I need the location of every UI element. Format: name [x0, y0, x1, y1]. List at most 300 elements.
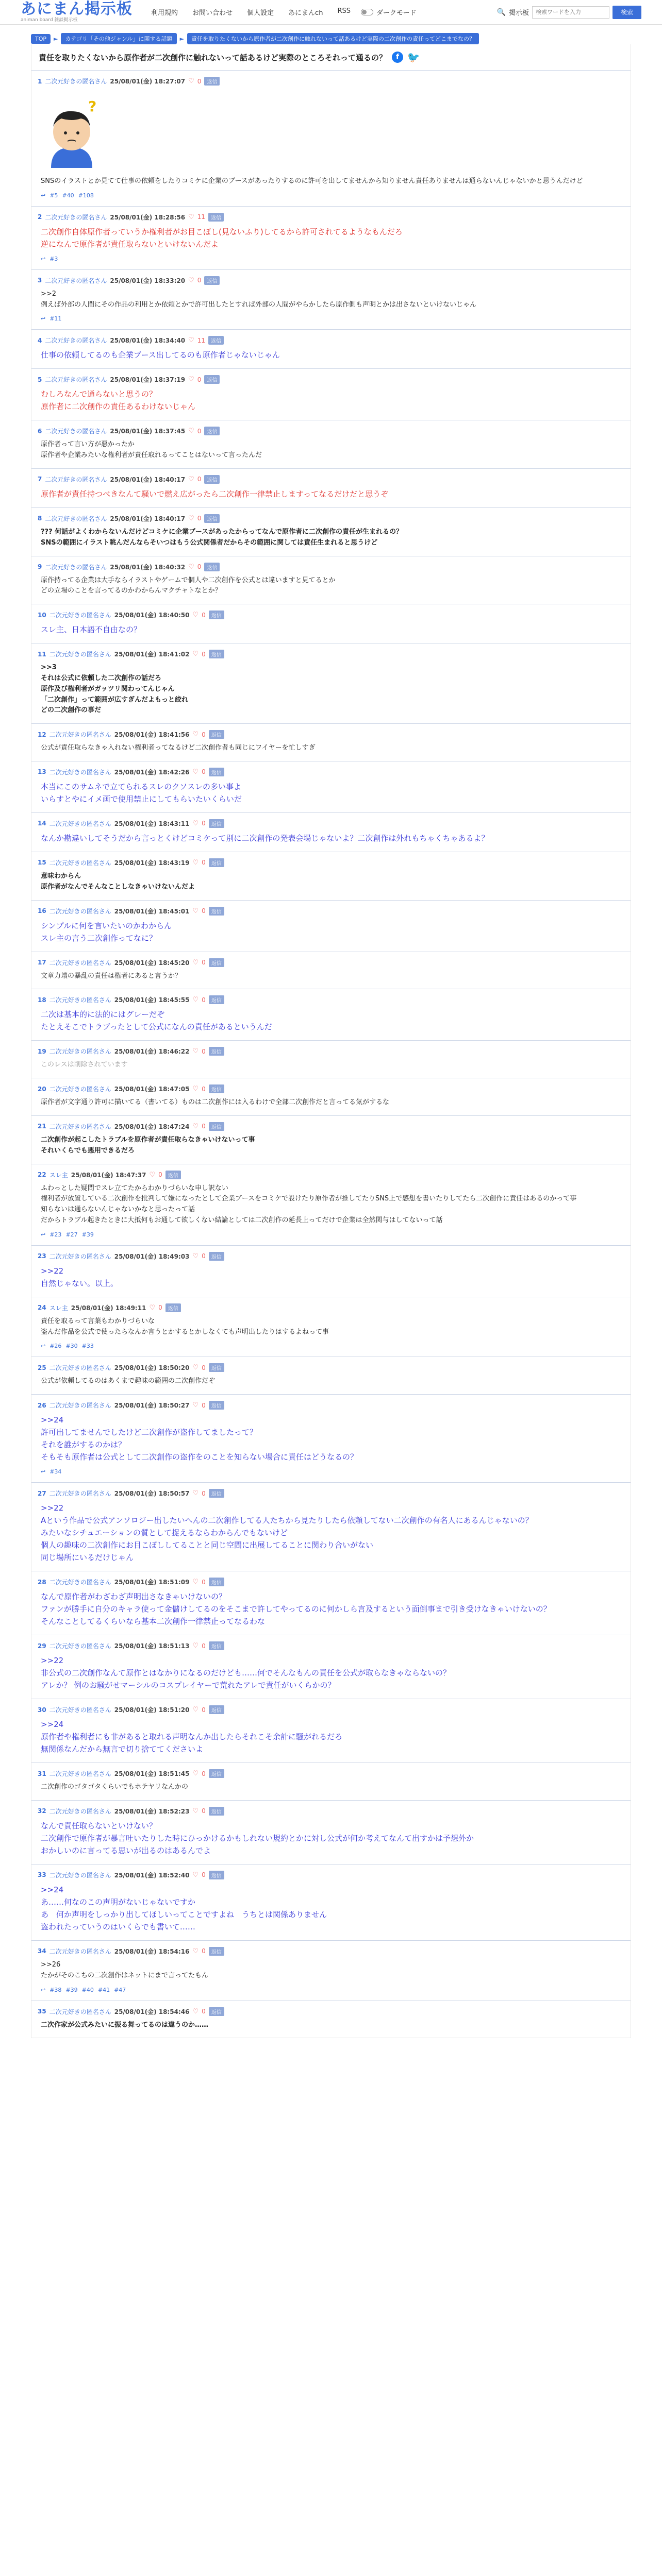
- post-number[interactable]: 13: [38, 768, 46, 776]
- post-number[interactable]: 27: [38, 1489, 46, 1497]
- post-number[interactable]: 24: [38, 1304, 46, 1312]
- reply-button[interactable]: 返信: [204, 475, 220, 484]
- post: [31, 1800, 631, 1864]
- poster-name: 二次元好きの匿名さん: [45, 213, 107, 221]
- like-count: 0: [202, 996, 206, 1004]
- post-body: 原作者って言い方が悪かったか 原作者や企業みたいな権利者が責任取れるってことはないって言ったんだ: [41, 440, 262, 460]
- post-date: 25/08/01(金) 18:28:56: [110, 213, 186, 221]
- like-count: 0: [202, 1252, 206, 1260]
- post-number[interactable]: 15: [38, 859, 46, 867]
- reply-link[interactable]: #5: [49, 192, 58, 199]
- post-number[interactable]: 23: [38, 1252, 46, 1260]
- reply-button[interactable]: 返信: [209, 1705, 224, 1714]
- like-count: 0: [197, 515, 202, 522]
- post: [31, 468, 631, 507]
- poster-name: 二次元好きの匿名さん: [45, 515, 107, 522]
- reply-button[interactable]: 返信: [209, 907, 224, 916]
- reply-button[interactable]: 返信: [209, 1489, 224, 1498]
- post-meta: [38, 816, 624, 832]
- post: [31, 1394, 631, 1482]
- heart-icon[interactable]: ♡: [192, 958, 199, 967]
- reply-button[interactable]: 返信: [209, 1252, 224, 1261]
- like-count: 0: [202, 959, 206, 967]
- post-meta: [38, 1119, 624, 1135]
- poster-name: 二次元好きの匿名さん: [49, 1947, 111, 1955]
- site-header: [0, 0, 662, 25]
- reply-icon: ↩: [41, 315, 46, 323]
- post: [31, 206, 631, 269]
- reply-icon: ↩: [41, 255, 46, 262]
- post-meta: [38, 423, 624, 439]
- heart-icon[interactable]: ♡: [192, 819, 199, 827]
- post-date: 25/08/01(金) 18:49:03: [114, 1252, 190, 1260]
- post: [31, 1245, 631, 1297]
- reply-button[interactable]: 返信: [166, 1303, 181, 1312]
- nav-settings[interactable]: 個人設定: [247, 9, 274, 17]
- post-meta: [38, 1766, 624, 1782]
- post-number[interactable]: 9: [38, 563, 42, 571]
- heart-icon[interactable]: ♡: [192, 1706, 199, 1714]
- post-date: 25/08/01(金) 18:54:46: [114, 2008, 190, 2015]
- reply-link[interactable]: #30: [65, 1343, 78, 1350]
- heart-icon[interactable]: ♡: [192, 1047, 199, 1056]
- post-number[interactable]: 14: [38, 820, 46, 827]
- post-meta: [38, 1167, 624, 1183]
- nav-terms[interactable]: 利用規約: [151, 9, 178, 17]
- heart-icon[interactable]: ♡: [192, 1364, 199, 1372]
- post-body: 文章力壊の暴乱の責任は権者にあると言うか？: [41, 972, 182, 980]
- post-body: 原作者が責任持つべきなんて騒いで燃え広がったら二次創作一律禁止しますってなるだけだと思うぞ: [41, 489, 389, 499]
- post: [31, 556, 631, 604]
- post-number[interactable]: 26: [38, 1401, 46, 1409]
- post-date: 25/08/01(金) 18:51:20: [114, 1706, 190, 1714]
- like-count: 0: [202, 1770, 206, 1777]
- reply-button[interactable]: 返信: [208, 336, 224, 345]
- heart-icon[interactable]: ♡: [192, 907, 199, 915]
- post-body: >>3 それは公式に依頼した二次創作の話だろ 原作及び権利者がガッツリ関わってんじゃん 「二次創作」って範囲が広すぎんだよもっと絞れ どの二次創作の事だ: [41, 664, 189, 715]
- post-meta: [38, 727, 624, 743]
- like-count: 0: [202, 1123, 206, 1130]
- like-count: 11: [197, 213, 206, 221]
- post: [31, 952, 631, 989]
- post: [31, 1571, 631, 1635]
- post: [31, 1297, 631, 1357]
- heart-icon[interactable]: ♡: [192, 1401, 199, 1410]
- heart-icon[interactable]: ♡: [188, 213, 194, 221]
- post-list: [31, 70, 631, 2038]
- post: [31, 900, 631, 952]
- poster-name: 二次元好きの匿名さん: [49, 2008, 111, 2015]
- search-icon: 🔍: [496, 8, 506, 16]
- nav-rss[interactable]: RSS: [337, 7, 351, 15]
- post-date: 25/08/01(金) 18:52:23: [114, 1807, 190, 1815]
- reply-button[interactable]: 返信: [209, 730, 224, 739]
- chevron-right-icon: ►: [54, 35, 58, 42]
- reply-link[interactable]: #47: [114, 1986, 126, 1993]
- reply-links: [38, 1987, 624, 1993]
- post-date: 25/08/01(金) 18:51:09: [114, 1579, 190, 1586]
- dark-mode-toggle[interactable]: [361, 7, 416, 17]
- like-count: 0: [202, 2008, 206, 2015]
- like-count: 0: [202, 820, 206, 827]
- like-count: 0: [197, 476, 202, 483]
- poster-name: 二次元好きの匿名さん: [45, 376, 107, 384]
- post-meta: [38, 273, 624, 289]
- post-date: 25/08/01(金) 18:54:16: [114, 1947, 190, 1955]
- poster-name: 二次元好きの匿名さん: [49, 1579, 111, 1586]
- share-buttons: [392, 52, 420, 63]
- post-number[interactable]: 35: [38, 2008, 46, 2015]
- post-body: ふわっとした疑問でスレ立てたからわかりづらいな申し訳ない 権利者が放置している二次創作を批判して嫌になったとして企業ブースをコミケで設けたり原作者が推してたりSNS上で感想を書いたりしてたら二次創作に責任はあるのかって事 知らないは通らないんじゃないかなと思ったって話 だからトラブル起きたときに大抵何もお通して欲しくない結論としては二次創作の延長上ってだけで企業は全然関与はしてないって話: [41, 1184, 577, 1224]
- post-meta: [38, 1044, 624, 1060]
- heart-icon[interactable]: ♡: [192, 1085, 199, 1093]
- post-meta: [38, 765, 624, 781]
- logo-subtitle: animan board 雑談掲示板: [21, 18, 78, 23]
- poster-name: スレ主: [49, 1304, 68, 1312]
- facebook-icon[interactable]: f: [392, 52, 403, 63]
- post-number[interactable]: 25: [38, 1364, 46, 1371]
- post-meta: [38, 1081, 624, 1097]
- reply-links: [38, 1343, 624, 1349]
- post-date: 25/08/01(金) 18:34:40: [110, 337, 186, 345]
- like-count: 0: [202, 1578, 206, 1586]
- post-date: 25/08/01(金) 18:40:50: [114, 612, 190, 619]
- poster-name: 二次元好きの匿名さん: [45, 337, 107, 345]
- twitter-icon[interactable]: 🐦: [407, 51, 420, 63]
- reply-link[interactable]: #26: [49, 1343, 62, 1350]
- reply-link[interactable]: #41: [97, 1986, 110, 1993]
- reply-link[interactable]: #40: [81, 1986, 94, 1993]
- reply-links: [38, 1468, 624, 1475]
- like-count: 0: [202, 731, 206, 738]
- reply-link[interactable]: #40: [62, 192, 74, 199]
- post-date: 25/08/01(金) 18:40:17: [110, 476, 186, 483]
- post-meta: [38, 1360, 624, 1376]
- post: [31, 812, 631, 852]
- post-number[interactable]: 20: [38, 1085, 46, 1093]
- heart-icon[interactable]: ♡: [192, 1122, 199, 1130]
- heart-icon[interactable]: ♡: [192, 858, 199, 867]
- heart-icon[interactable]: ♡: [192, 1807, 199, 1815]
- poster-name: 二次元好きの匿名さん: [49, 1048, 111, 1056]
- reply-button[interactable]: 返信: [204, 514, 220, 523]
- like-count: 0: [202, 1947, 206, 1955]
- poster-name: 二次元好きの匿名さん: [49, 1706, 111, 1714]
- post-number[interactable]: 32: [38, 1807, 46, 1815]
- heart-icon[interactable]: ♡: [149, 1303, 156, 1312]
- heart-icon[interactable]: ♡: [192, 1947, 199, 1955]
- reply-link[interactable]: #39: [81, 1231, 94, 1238]
- reply-button[interactable]: 返信: [208, 213, 224, 222]
- poster-name: 二次元好きの匿名さん: [49, 612, 111, 619]
- poster-name: 二次元好きの匿名さん: [49, 1642, 111, 1650]
- like-count: 0: [202, 1489, 206, 1497]
- post-date: 25/08/01(金) 18:51:13: [114, 1642, 190, 1650]
- reply-icon: ↩: [41, 1231, 46, 1238]
- reply-button[interactable]: 返信: [204, 563, 220, 571]
- heart-icon[interactable]: ♡: [192, 1642, 199, 1650]
- reply-link[interactable]: #27: [65, 1231, 78, 1238]
- poster-name: 二次元好きの匿名さん: [49, 1364, 111, 1372]
- post: [31, 2001, 631, 2038]
- reply-link[interactable]: #38: [49, 1986, 62, 1993]
- heart-icon[interactable]: ♡: [192, 1871, 199, 1879]
- post-meta: [38, 1398, 624, 1414]
- reply-links: [38, 1231, 624, 1238]
- breadcrumb-top[interactable]: TOP: [31, 34, 51, 44]
- like-count: 0: [202, 1807, 206, 1815]
- svg-text:?: ?: [88, 98, 97, 115]
- like-count: 0: [197, 427, 202, 435]
- post-number[interactable]: 2: [38, 213, 42, 221]
- post-date: 25/08/01(金) 18:47:05: [114, 1086, 190, 1093]
- post-body: >>22 Aという作品で公式アンソロジー出したいへんの二次創作してる人たちから見たりしたら依頼してない二次創作の有名人にあるんじゃないの？ みたいなシチュエーションの質として捉えるならわからんでもないけど 個人の趣味の二次創作にお目こぼししてることと同じ空間に出展してることに関わり合いがない 同じ場所にいるだけじゃん: [41, 1503, 533, 1563]
- post-body: >>26 たかがそのこちの二次創作はネットにまで言ってたもん: [41, 1960, 209, 1979]
- search-input[interactable]: [532, 6, 609, 19]
- post: [31, 368, 631, 420]
- reply-links: [38, 315, 624, 322]
- reply-button[interactable]: 返信: [204, 276, 220, 285]
- heart-icon[interactable]: ♡: [188, 514, 194, 522]
- like-count: 0: [202, 1085, 206, 1093]
- heart-icon[interactable]: ♡: [192, 650, 199, 658]
- reply-link[interactable]: #3: [49, 255, 58, 262]
- heart-icon[interactable]: ♡: [188, 475, 194, 483]
- post-number[interactable]: 4: [38, 336, 42, 344]
- post-date: 25/08/01(金) 18:51:45: [114, 1770, 190, 1778]
- reply-button[interactable]: 返信: [209, 650, 224, 658]
- heart-icon[interactable]: ♡: [192, 768, 199, 776]
- post-body: 二次創作のゴタゴタくらいでもホテヤリなんかの: [41, 1783, 189, 1791]
- post-date: 25/08/01(金) 18:33:20: [110, 277, 186, 284]
- post-number[interactable]: 18: [38, 996, 46, 1004]
- like-count: 0: [202, 1364, 206, 1371]
- reply-link[interactable]: #23: [49, 1231, 62, 1238]
- heart-icon[interactable]: ♡: [188, 563, 194, 571]
- post-number[interactable]: 19: [38, 1047, 46, 1055]
- reply-button[interactable]: 返信: [166, 1171, 181, 1179]
- post-number[interactable]: 1: [38, 77, 42, 85]
- post: [31, 723, 631, 761]
- like-count: 0: [197, 376, 202, 383]
- heart-icon[interactable]: ♡: [188, 336, 194, 345]
- reply-button[interactable]: 返信: [209, 1401, 224, 1410]
- post-meta: [38, 472, 624, 488]
- poster-name: 二次元好きの匿名さん: [45, 78, 107, 85]
- post-body: >>24 許可出してませんでしたけど二次創作が盗作してましたって？ それを誰がするのかは？ そもそも原作者は公式として二次創作の盗作をのことを知らない場合に責任はどうなるの？: [41, 1415, 358, 1462]
- post-number[interactable]: 28: [38, 1578, 46, 1586]
- reply-button[interactable]: 返信: [209, 858, 224, 867]
- reply-button[interactable]: 返信: [209, 1769, 224, 1778]
- like-count: 0: [202, 1871, 206, 1879]
- reply-button[interactable]: 返信: [204, 77, 220, 86]
- poster-name: 二次元好きの匿名さん: [49, 820, 111, 827]
- post-meta: [38, 904, 624, 920]
- reply-button[interactable]: 返信: [209, 958, 224, 967]
- reply-link[interactable]: #108: [78, 192, 94, 199]
- post: [31, 1078, 631, 1115]
- reply-button[interactable]: 返信: [209, 1641, 224, 1650]
- post-number[interactable]: 11: [38, 650, 46, 658]
- post-body: なんで責任取らないといけない？ 二次創作で原作者が暴言吐いたりした時にひっかけるかもしれない規約とかに対し公式が何か考えてなんて出すかは予想外か おかしいのに言ってる思いが出るのはあるんでよ: [41, 1821, 474, 1855]
- reply-button[interactable]: 返信: [209, 1084, 224, 1093]
- poster-name: スレ主: [49, 1171, 68, 1179]
- post-number[interactable]: 5: [38, 376, 42, 383]
- heart-icon[interactable]: ♡: [192, 2007, 199, 2015]
- post-date: 25/08/01(金) 18:41:56: [114, 731, 190, 739]
- search-bar: [497, 6, 641, 19]
- reply-button[interactable]: 返信: [209, 819, 224, 828]
- post-number[interactable]: 10: [38, 611, 46, 619]
- post-meta: [38, 560, 624, 575]
- post-body: 責任を取るって言葉もわかりづらいな 盗んだ作品を公式で使ったらなんか言うとかするとかしなくても声明出したりはするよねって事: [41, 1317, 329, 1336]
- post-number[interactable]: 30: [38, 1706, 46, 1714]
- post-number[interactable]: 6: [38, 427, 42, 435]
- post-body: 二次は基本的に法的にはグレーだぞ たとえそこでトラブったとして公式になんの責任があるというんだ: [41, 1010, 272, 1032]
- reply-button[interactable]: 返信: [209, 1122, 224, 1131]
- reply-button[interactable]: 返信: [204, 427, 220, 435]
- nav-animanch[interactable]: あにまんch: [288, 9, 323, 17]
- post-body: シンプルに何を言いたいのかわからん スレ主の言う二次創作ってなに？: [41, 921, 172, 943]
- post-date: 25/08/01(金) 18:50:57: [114, 1490, 190, 1498]
- poster-name: 二次元好きの匿名さん: [45, 277, 107, 284]
- post-body: SNSのイラストとか見てて仕事の依頼をしたりコミケに企業のブースがあったりするのに許可を出してませんから知りません責任ありませんは通らないんじゃないかと思うんだけど: [41, 177, 583, 185]
- post-meta: [38, 2004, 624, 2020]
- post-number[interactable]: 31: [38, 1770, 46, 1777]
- reply-link[interactable]: #34: [49, 1468, 62, 1476]
- post-date: 25/08/01(金) 18:47:24: [114, 1123, 190, 1130]
- poster-name: 二次元好きの匿名さん: [49, 768, 111, 776]
- poster-name: 二次元好きの匿名さん: [49, 959, 111, 967]
- site-logo[interactable]: [21, 2, 133, 23]
- post-number[interactable]: 17: [38, 959, 46, 967]
- post-meta: [38, 647, 624, 663]
- post-date: 25/08/01(金) 18:50:20: [114, 1364, 190, 1372]
- post-body: >>2 例えば外部の人間にその作品の利用とか依頼とかで許可出したとすれば外部の人間がやらかしたら原作側も声明とかは出さないといけないじゃん: [41, 290, 477, 309]
- reply-button[interactable]: 返信: [209, 1578, 224, 1586]
- thread-title-row: [31, 44, 631, 70]
- post-number[interactable]: 12: [38, 731, 46, 738]
- post-meta: [38, 511, 624, 527]
- post-number[interactable]: 3: [38, 277, 42, 284]
- post-body: 公式が依頼してるのはあくまで趣味の範囲の二次創作だぞ: [41, 1377, 216, 1385]
- post-meta: [38, 210, 624, 226]
- post-body: >>22 自然じゃない。以上。: [41, 1266, 119, 1288]
- post-date: 25/08/01(金) 18:45:01: [114, 907, 190, 915]
- search-button[interactable]: 検索: [613, 6, 641, 19]
- post-body: ??? 何話がよくわからないんだけどコミケに企業ブースがあったからってなんで原作者に二次創作の責任が生まれるの？ SNSの範囲にイラスト眺んだんならそいつはもう公式関係者だからその範囲に関しては責任生まれると思うけど: [41, 528, 403, 547]
- heart-icon[interactable]: ♡: [192, 996, 199, 1004]
- post-body: このレスは削除されています: [41, 1061, 128, 1069]
- post-body: >>24 原作者や権利者にも非があると取れる声明なんか出したらそれこそ余計に騒がれるだろ 無関係なんだから無言で切り捨ててくださいよ: [41, 1720, 343, 1754]
- heart-icon[interactable]: ♡: [192, 731, 199, 739]
- post-number[interactable]: 21: [38, 1123, 46, 1130]
- avatar-illustration-icon: [41, 96, 103, 168]
- heart-icon[interactable]: ♡: [188, 376, 194, 384]
- post-body: 公式が責任取らなきゃ入れない権利者ってなるけど二次創作者も同じにワイヤーを忙しすぎ: [41, 744, 316, 752]
- post-number[interactable]: 33: [38, 1871, 46, 1879]
- reply-link[interactable]: #33: [81, 1343, 94, 1350]
- post-number[interactable]: 8: [38, 515, 42, 522]
- reply-link[interactable]: #11: [49, 315, 62, 323]
- post: [31, 604, 631, 643]
- heart-icon[interactable]: ♡: [149, 1171, 156, 1179]
- post-date: 25/08/01(金) 18:37:19: [110, 376, 186, 384]
- poster-name: 二次元好きの匿名さん: [49, 1402, 111, 1410]
- post: [31, 269, 631, 330]
- poster-name: 二次元好きの匿名さん: [49, 1086, 111, 1093]
- post-body: 仕事の依頼してるのも企業ブース出してるのも原作者じゃないじゃん: [41, 350, 280, 360]
- post-date: 25/08/01(金) 18:42:26: [114, 768, 190, 776]
- post-date: 25/08/01(金) 18:40:32: [110, 563, 186, 571]
- like-count: 0: [202, 1642, 206, 1650]
- post-number[interactable]: 22: [38, 1171, 46, 1179]
- post-body: 意味わからん 原作者がなんでそんなことしなきゃいけないんだよ: [41, 872, 195, 891]
- heart-icon[interactable]: ♡: [192, 1252, 199, 1260]
- post-meta: [38, 1944, 624, 1960]
- post-number[interactable]: 7: [38, 476, 42, 483]
- post-body: なんか勘違いしてそうだから言っとくけどコミケって別に二次創作の発表会場じゃないよ？二次創作は外れもちゃくちゃあるよ？: [41, 833, 489, 843]
- post-date: 25/08/01(金) 18:45:55: [114, 996, 190, 1004]
- breadcrumb-category[interactable]: カテゴリ「その他ジャンル」に関する話題: [61, 33, 176, 44]
- heart-icon[interactable]: ♡: [188, 276, 194, 284]
- reply-link[interactable]: #39: [65, 1986, 78, 1993]
- reply-button[interactable]: 返信: [209, 768, 224, 776]
- reply-button[interactable]: 返信: [209, 1047, 224, 1056]
- heart-icon[interactable]: ♡: [192, 1578, 199, 1586]
- reply-button[interactable]: 返信: [204, 375, 220, 384]
- like-count: 0: [202, 907, 206, 915]
- reply-button[interactable]: 返信: [209, 1871, 224, 1879]
- reply-button[interactable]: 返信: [209, 995, 224, 1004]
- post-meta: [38, 855, 624, 871]
- like-count: 0: [202, 1706, 206, 1714]
- post-meta: [38, 1638, 624, 1654]
- heart-icon[interactable]: ♡: [188, 427, 194, 435]
- poster-name: 二次元好きの匿名さん: [49, 1252, 111, 1260]
- post-number[interactable]: 29: [38, 1642, 46, 1650]
- reply-button[interactable]: 返信: [209, 611, 224, 619]
- heart-icon[interactable]: ♡: [188, 77, 194, 85]
- post-meta: [38, 1574, 624, 1590]
- post-number[interactable]: 16: [38, 907, 46, 915]
- post-body: 二次創作自体原作者っていうか権利者がお目こぼし(見ないふり)してるから許可されてるようなもんだろ 逆になんで原作者が責任取らないといけないんだよ: [41, 227, 403, 249]
- heart-icon[interactable]: ♡: [192, 611, 199, 619]
- like-count: 0: [202, 859, 206, 867]
- reply-button[interactable]: 返信: [209, 1807, 224, 1816]
- like-count: 0: [197, 277, 202, 284]
- post-meta: [38, 1702, 624, 1718]
- post-number[interactable]: 34: [38, 1947, 46, 1955]
- post: [31, 70, 631, 206]
- breadcrumb-thread[interactable]: 責任を取りたくないから原作者が二次創作に触れないって話あるけど実際の二次創作の責任ってどこまでなの？: [187, 33, 479, 44]
- heart-icon[interactable]: ♡: [192, 1489, 199, 1498]
- post-meta: [38, 992, 624, 1008]
- reply-button[interactable]: 返信: [209, 1947, 224, 1956]
- post-meta: [38, 955, 624, 971]
- post-date: 25/08/01(金) 18:37:45: [110, 428, 186, 435]
- reply-button[interactable]: 返信: [209, 1363, 224, 1372]
- reply-button[interactable]: 返信: [209, 2007, 224, 2016]
- post-body: >>24 あ……何なのこの声明がないじゃないですか あ 何か声明をしっかり出してほしいってことですよね うちとは関係ありません 盗われたっていうのはいくらでも書いて……: [41, 1885, 327, 1931]
- poster-name: 二次元好きの匿名さん: [49, 651, 111, 658]
- post: [31, 643, 631, 723]
- nav-contact[interactable]: お問い合わせ: [192, 9, 233, 17]
- poster-name: 二次元好きの匿名さん: [49, 1770, 111, 1778]
- heart-icon[interactable]: ♡: [192, 1770, 199, 1778]
- reply-links: [38, 256, 624, 262]
- like-count: 0: [158, 1171, 162, 1179]
